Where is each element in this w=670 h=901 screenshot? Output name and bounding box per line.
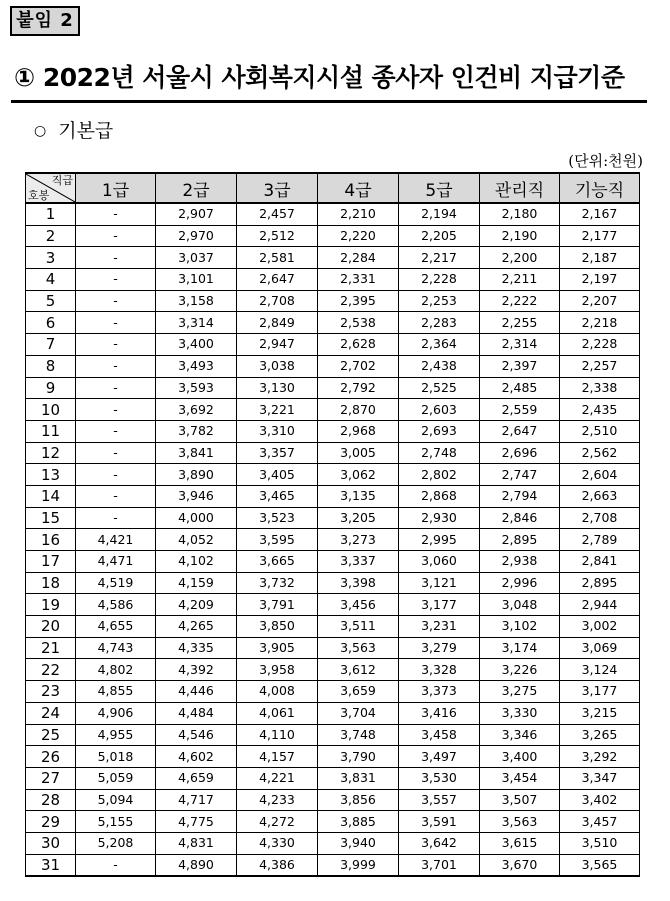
salary-cell: 3,279	[399, 637, 480, 659]
salary-cell: 3,124	[560, 659, 640, 681]
salary-cell: 4,890	[156, 854, 237, 876]
salary-cell: 3,557	[399, 789, 480, 811]
salary-cell: 3,177	[560, 681, 640, 703]
salary-cell: -	[76, 247, 156, 269]
salary-cell: 2,747	[480, 464, 560, 486]
salary-cell: 3,177	[399, 594, 480, 616]
salary-cell: 3,174	[480, 637, 560, 659]
column-header: 2급	[156, 173, 237, 203]
salary-cell: 4,586	[76, 594, 156, 616]
salary-cell: 2,870	[318, 399, 399, 421]
salary-cell: -	[76, 485, 156, 507]
salary-cell: 4,519	[76, 572, 156, 594]
salary-cell: 3,062	[318, 464, 399, 486]
salary-cell: 3,373	[399, 681, 480, 703]
step-cell: 8	[26, 355, 76, 377]
table-row	[26, 659, 640, 681]
salary-cell: 3,670	[480, 854, 560, 876]
step-cell: 18	[26, 572, 76, 594]
salary-cell: 2,581	[237, 247, 318, 269]
table-row	[26, 681, 640, 703]
salary-cell: 2,789	[560, 529, 640, 551]
step-cell: 31	[26, 854, 76, 876]
salary-cell: 2,907	[156, 203, 237, 225]
salary-cell: -	[76, 442, 156, 464]
table-body	[26, 203, 640, 876]
table-row	[26, 203, 640, 225]
salary-cell: 3,221	[237, 399, 318, 421]
step-cell: 23	[26, 681, 76, 703]
salary-cell: 2,647	[237, 269, 318, 291]
salary-cell: 3,060	[399, 551, 480, 573]
salary-cell: 3,402	[560, 789, 640, 811]
salary-cell: 3,856	[318, 789, 399, 811]
salary-cell: 3,497	[399, 746, 480, 768]
salary-cell: 2,211	[480, 269, 560, 291]
salary-cell: 2,802	[399, 464, 480, 486]
column-header: 3급	[237, 173, 318, 203]
step-cell: 26	[26, 746, 76, 768]
step-cell: 28	[26, 789, 76, 811]
step-cell: 16	[26, 529, 76, 551]
step-cell: 20	[26, 616, 76, 638]
salary-cell: 3,563	[318, 637, 399, 659]
salary-cell: 2,177	[560, 225, 640, 247]
salary-cell: 3,465	[237, 485, 318, 507]
salary-cell: 3,357	[237, 442, 318, 464]
salary-cell: 2,525	[399, 377, 480, 399]
step-cell: 24	[26, 702, 76, 724]
corner-header-cell	[26, 173, 76, 203]
document-title: ① 2022년 서울시 사회복지시설 종사자 인건비 지급기준	[14, 63, 625, 92]
salary-cell: 3,130	[237, 377, 318, 399]
salary-cell: 2,364	[399, 334, 480, 356]
salary-cell: 4,233	[237, 789, 318, 811]
salary-cell: 4,159	[156, 572, 237, 594]
salary-cell: 2,283	[399, 312, 480, 334]
salary-cell: 2,628	[318, 334, 399, 356]
salary-cell: 2,930	[399, 507, 480, 529]
salary-cell: 2,397	[480, 355, 560, 377]
salary-cell: 2,968	[318, 420, 399, 442]
salary-cell: 2,180	[480, 203, 560, 225]
salary-cell: -	[76, 507, 156, 529]
salary-cell: 3,226	[480, 659, 560, 681]
salary-cell: -	[76, 854, 156, 876]
table-row	[26, 507, 640, 529]
salary-cell: 3,205	[318, 507, 399, 529]
salary-cell: 2,187	[560, 247, 640, 269]
salary-cell: 2,190	[480, 225, 560, 247]
salary-cell: 5,155	[76, 811, 156, 833]
salary-cell: 2,895	[560, 572, 640, 594]
salary-cell: -	[76, 420, 156, 442]
step-cell: 15	[26, 507, 76, 529]
salary-cell: 4,546	[156, 724, 237, 746]
salary-cell: 2,868	[399, 485, 480, 507]
salary-cell: 4,775	[156, 811, 237, 833]
table-row	[26, 485, 640, 507]
salary-cell: 3,565	[560, 854, 640, 876]
step-cell: 17	[26, 551, 76, 573]
salary-cell: 3,946	[156, 485, 237, 507]
salary-cell: 2,438	[399, 355, 480, 377]
step-cell: 14	[26, 485, 76, 507]
salary-cell: 3,615	[480, 832, 560, 854]
table-row	[26, 464, 640, 486]
salary-cell: 3,400	[480, 746, 560, 768]
salary-cell: 3,310	[237, 420, 318, 442]
table-row	[26, 442, 640, 464]
salary-cell: 4,061	[237, 702, 318, 724]
salary-cell: 3,457	[560, 811, 640, 833]
salary-cell: 3,346	[480, 724, 560, 746]
salary-cell: 3,416	[399, 702, 480, 724]
salary-cell: 2,562	[560, 442, 640, 464]
step-cell: 1	[26, 203, 76, 225]
salary-cell: 3,885	[318, 811, 399, 833]
column-header: 기능직	[560, 173, 640, 203]
step-cell: 2	[26, 225, 76, 247]
corner-label-grade: 직급	[51, 174, 73, 187]
salary-cell: 3,102	[480, 616, 560, 638]
salary-cell: 3,510	[560, 832, 640, 854]
table-row	[26, 551, 640, 573]
salary-cell: 3,273	[318, 529, 399, 551]
salary-cell: 4,335	[156, 637, 237, 659]
salary-cell: 3,158	[156, 290, 237, 312]
unit-note: (단위:천원)	[568, 152, 643, 170]
salary-cell: 2,846	[480, 507, 560, 529]
table-row	[26, 529, 640, 551]
salary-cell: 2,253	[399, 290, 480, 312]
table-row	[26, 746, 640, 768]
salary-cell: 2,794	[480, 485, 560, 507]
salary-cell: 2,708	[560, 507, 640, 529]
salary-cell: 4,743	[76, 637, 156, 659]
salary-cell: 3,314	[156, 312, 237, 334]
salary-cell: 2,218	[560, 312, 640, 334]
salary-cell: 4,659	[156, 767, 237, 789]
salary-cell: 2,647	[480, 420, 560, 442]
step-cell: 7	[26, 334, 76, 356]
salary-cell: 3,563	[480, 811, 560, 833]
salary-cell: 2,841	[560, 551, 640, 573]
salary-cell: 2,792	[318, 377, 399, 399]
salary-cell: 3,841	[156, 442, 237, 464]
salary-cell: 4,008	[237, 681, 318, 703]
salary-cell: 2,331	[318, 269, 399, 291]
step-cell: 27	[26, 767, 76, 789]
salary-cell: 3,038	[237, 355, 318, 377]
column-header: 관리직	[480, 173, 560, 203]
salary-cell: 4,052	[156, 529, 237, 551]
table-row	[26, 616, 640, 638]
salary-cell: 5,094	[76, 789, 156, 811]
salary-cell: 3,328	[399, 659, 480, 681]
table-row	[26, 702, 640, 724]
salary-cell: 2,849	[237, 312, 318, 334]
salary-cell: 3,048	[480, 594, 560, 616]
salary-cell: 2,197	[560, 269, 640, 291]
salary-cell: 3,704	[318, 702, 399, 724]
salary-cell: 2,970	[156, 225, 237, 247]
salary-cell: 3,748	[318, 724, 399, 746]
salary-cell: 2,895	[480, 529, 560, 551]
column-header: 5급	[399, 173, 480, 203]
salary-cell: 3,121	[399, 572, 480, 594]
salary-cell: 3,530	[399, 767, 480, 789]
salary-cell: 3,493	[156, 355, 237, 377]
salary-cell: 3,347	[560, 767, 640, 789]
table-row	[26, 572, 640, 594]
salary-cell: 5,059	[76, 767, 156, 789]
salary-cell: 2,603	[399, 399, 480, 421]
salary-cell: 4,802	[76, 659, 156, 681]
salary-cell: 4,272	[237, 811, 318, 833]
salary-cell: 2,938	[480, 551, 560, 573]
step-cell: 5	[26, 290, 76, 312]
salary-cell: 4,855	[76, 681, 156, 703]
table-row	[26, 767, 640, 789]
salary-cell: 4,110	[237, 724, 318, 746]
salary-cell: 3,665	[237, 551, 318, 573]
table-row	[26, 312, 640, 334]
step-cell: 19	[26, 594, 76, 616]
salary-cell: 3,400	[156, 334, 237, 356]
salary-cell: 4,484	[156, 702, 237, 724]
salary-cell: 2,228	[399, 269, 480, 291]
salary-cell: 3,642	[399, 832, 480, 854]
salary-cell: 2,947	[237, 334, 318, 356]
salary-cell: 2,228	[560, 334, 640, 356]
step-cell: 10	[26, 399, 76, 421]
salary-cell: 2,995	[399, 529, 480, 551]
salary-cell: 4,209	[156, 594, 237, 616]
table-row	[26, 377, 640, 399]
column-header: 1급	[76, 173, 156, 203]
salary-cell: 4,330	[237, 832, 318, 854]
salary-cell: 3,037	[156, 247, 237, 269]
table-row	[26, 269, 640, 291]
corner-label-step: 호봉	[28, 189, 50, 202]
salary-cell: -	[76, 377, 156, 399]
salary-cell: 2,559	[480, 399, 560, 421]
salary-cell: 3,958	[237, 659, 318, 681]
salary-cell: 3,591	[399, 811, 480, 833]
step-cell: 13	[26, 464, 76, 486]
salary-cell: 3,292	[560, 746, 640, 768]
salary-cell: 3,405	[237, 464, 318, 486]
salary-cell: 2,996	[480, 572, 560, 594]
column-header: 4급	[318, 173, 399, 203]
salary-cell: 3,732	[237, 572, 318, 594]
step-cell: 12	[26, 442, 76, 464]
salary-cell: 4,386	[237, 854, 318, 876]
salary-cell: 3,850	[237, 616, 318, 638]
salary-cell: 3,265	[560, 724, 640, 746]
attachment-label: 붙임 2	[10, 6, 80, 36]
salary-cell: 3,692	[156, 399, 237, 421]
table-row	[26, 832, 640, 854]
table-row	[26, 637, 640, 659]
salary-cell: 2,217	[399, 247, 480, 269]
section-heading	[34, 118, 113, 144]
salary-cell: 4,955	[76, 724, 156, 746]
salary-cell: 4,655	[76, 616, 156, 638]
salary-cell: 4,000	[156, 507, 237, 529]
salary-cell: -	[76, 290, 156, 312]
table-row	[26, 420, 640, 442]
salary-cell: 4,421	[76, 529, 156, 551]
salary-cell: 2,395	[318, 290, 399, 312]
salary-cell: 3,701	[399, 854, 480, 876]
salary-cell: 4,906	[76, 702, 156, 724]
salary-cell: 3,782	[156, 420, 237, 442]
salary-cell: 2,257	[560, 355, 640, 377]
salary-cell: 2,210	[318, 203, 399, 225]
table-header-row	[26, 173, 640, 203]
section-title: 기본급	[58, 120, 114, 142]
salary-cell: 2,944	[560, 594, 640, 616]
step-cell: 21	[26, 637, 76, 659]
salary-cell: 3,101	[156, 269, 237, 291]
salary-cell: 2,194	[399, 203, 480, 225]
salary-cell: -	[76, 334, 156, 356]
salary-cell: -	[76, 399, 156, 421]
step-cell: 4	[26, 269, 76, 291]
salary-cell: 3,595	[237, 529, 318, 551]
salary-cell: 3,454	[480, 767, 560, 789]
step-cell: 30	[26, 832, 76, 854]
salary-cell: 5,018	[76, 746, 156, 768]
salary-cell: 3,275	[480, 681, 560, 703]
salary-cell: 2,207	[560, 290, 640, 312]
salary-cell: 2,512	[237, 225, 318, 247]
salary-cell: 3,890	[156, 464, 237, 486]
salary-cell: 4,265	[156, 616, 237, 638]
salary-cell: -	[76, 203, 156, 225]
salary-cell: 3,398	[318, 572, 399, 594]
salary-cell: 3,905	[237, 637, 318, 659]
step-cell: 25	[26, 724, 76, 746]
salary-cell: 2,284	[318, 247, 399, 269]
salary-cell: 3,791	[237, 594, 318, 616]
salary-cell: 2,220	[318, 225, 399, 247]
salary-cell: 4,471	[76, 551, 156, 573]
salary-cell: 3,612	[318, 659, 399, 681]
salary-cell: 4,221	[237, 767, 318, 789]
salary-cell: 2,205	[399, 225, 480, 247]
salary-cell: 2,538	[318, 312, 399, 334]
salary-cell: -	[76, 269, 156, 291]
table-row	[26, 334, 640, 356]
salary-table	[25, 172, 640, 877]
salary-cell: -	[76, 312, 156, 334]
table-row	[26, 724, 640, 746]
salary-cell: 3,002	[560, 616, 640, 638]
salary-cell: 3,940	[318, 832, 399, 854]
step-cell: 3	[26, 247, 76, 269]
salary-cell: 3,659	[318, 681, 399, 703]
salary-cell: 3,831	[318, 767, 399, 789]
salary-cell: 2,435	[560, 399, 640, 421]
salary-cell: -	[76, 464, 156, 486]
table-row	[26, 789, 640, 811]
salary-cell: 2,663	[560, 485, 640, 507]
salary-cell: 3,999	[318, 854, 399, 876]
step-cell: 22	[26, 659, 76, 681]
salary-cell: 2,708	[237, 290, 318, 312]
salary-cell: -	[76, 225, 156, 247]
salary-cell: 2,167	[560, 203, 640, 225]
salary-cell: 3,231	[399, 616, 480, 638]
salary-cell: 4,831	[156, 832, 237, 854]
salary-cell: 2,314	[480, 334, 560, 356]
salary-cell: 3,456	[318, 594, 399, 616]
salary-cell: 2,200	[480, 247, 560, 269]
salary-cell: 3,337	[318, 551, 399, 573]
salary-cell: 2,510	[560, 420, 640, 442]
salary-cell: 2,748	[399, 442, 480, 464]
salary-cell: 3,507	[480, 789, 560, 811]
salary-cell: 4,446	[156, 681, 237, 703]
table-row	[26, 399, 640, 421]
table-row	[26, 854, 640, 876]
salary-cell: 4,717	[156, 789, 237, 811]
table-row	[26, 290, 640, 312]
salary-cell: 3,069	[560, 637, 640, 659]
title-underline	[11, 100, 647, 103]
salary-cell: 2,604	[560, 464, 640, 486]
table-row	[26, 811, 640, 833]
table-row	[26, 225, 640, 247]
salary-cell: 3,458	[399, 724, 480, 746]
salary-cell: 2,222	[480, 290, 560, 312]
salary-cell: 2,693	[399, 420, 480, 442]
salary-cell: 3,215	[560, 702, 640, 724]
salary-cell: 2,696	[480, 442, 560, 464]
step-cell: 11	[26, 420, 76, 442]
salary-cell: 2,255	[480, 312, 560, 334]
salary-cell: 2,702	[318, 355, 399, 377]
table-row	[26, 247, 640, 269]
salary-cell: 3,593	[156, 377, 237, 399]
salary-cell: 3,511	[318, 616, 399, 638]
salary-cell: 4,102	[156, 551, 237, 573]
salary-cell: 3,005	[318, 442, 399, 464]
section-bullet: ○	[34, 123, 47, 139]
step-cell: 6	[26, 312, 76, 334]
table-row	[26, 355, 640, 377]
salary-cell: 5,208	[76, 832, 156, 854]
salary-cell: 2,457	[237, 203, 318, 225]
salary-cell: 2,485	[480, 377, 560, 399]
salary-cell: 3,523	[237, 507, 318, 529]
salary-cell: 3,330	[480, 702, 560, 724]
table-row	[26, 594, 640, 616]
step-cell: 9	[26, 377, 76, 399]
salary-cell: 4,157	[237, 746, 318, 768]
salary-cell: 3,790	[318, 746, 399, 768]
salary-cell: 4,392	[156, 659, 237, 681]
salary-cell: 2,338	[560, 377, 640, 399]
salary-cell: -	[76, 355, 156, 377]
salary-cell: 4,602	[156, 746, 237, 768]
salary-cell: 3,135	[318, 485, 399, 507]
step-cell: 29	[26, 811, 76, 833]
